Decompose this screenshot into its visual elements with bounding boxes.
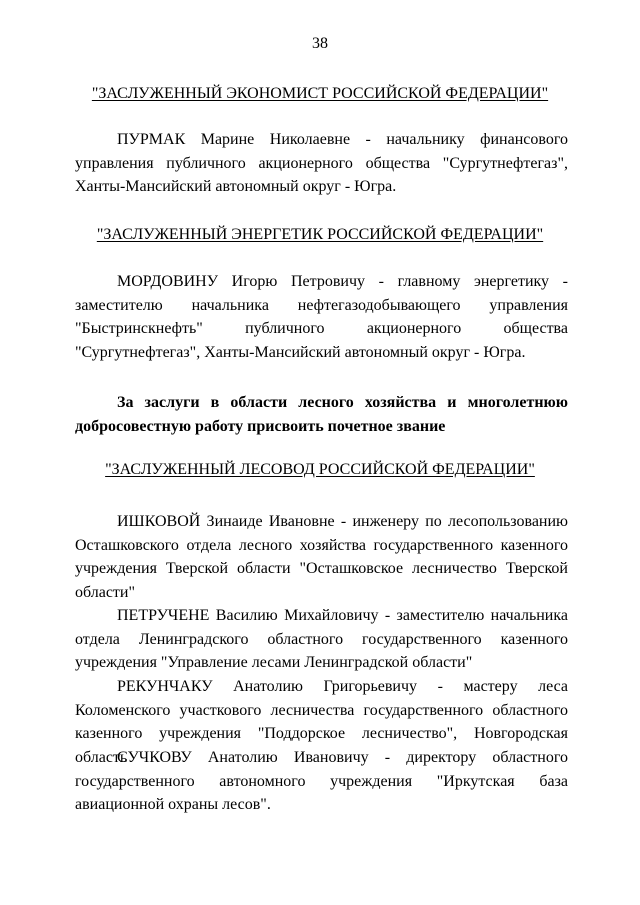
award-title-forester: "ЗАСЛУЖЕННЫЙ ЛЕСОВОД РОССИЙСКОЙ ФЕДЕРАЦИИ"	[105, 461, 535, 478]
award-entry-ishkova: ИШКОВОЙ Зинаиде Ивановне - инженеру по лесопользованию Осташковского отдела лесного хозяйства государственного казенного учреждения Тверской области "Осташковское лесничество Тверской области"	[75, 513, 568, 601]
award-entry-mordovin: МОРДОВИНУ Игорю Петровичу - главному энергетику - заместителю начальника нефтегазодобывающего управления "Быстринскнефть" публичного акционерного общества "Сургутнефтегаз", Ханты-Мансийский автономный округ - Югра.	[75, 273, 568, 361]
award-title-energetic: "ЗАСЛУЖЕННЫЙ ЭНЕРГЕТИК РОССИЙСКОЙ ФЕДЕРАЦИИ"	[96, 226, 544, 243]
award-entry-rekunchak: РЕКУНЧАКУ Анатолию Григорьевичу - мастеру леса Коломенского участкового лесничества государственного областного казенного учреждения "Поддорское лесничество", Новгородская область	[75, 678, 568, 766]
award-entry-suchkov: СУЧКОВУ Анатолию Ивановичу - директору областного государственного автономного учреждения "Иркутская база авиационной охраны лесов".	[75, 749, 568, 813]
decree-text: За заслуги в области лесного хозяйства и многолетнюю добросовестную работу присвоить почетное звание	[75, 394, 568, 435]
award-entry-purmak: ПУРМАК Марине Николаевне - начальнику финансового управления публичного акционерного общества "Сургутнефтегаз", Ханты-Мансийский автономный округ - Югра.	[75, 131, 568, 195]
award-entry-petruchene: ПЕТРУЧЕНЕ Василию Михайловичу - заместителю начальника отдела Ленинградского областного государственного казенного учреждения "Управление лесами Ленинградской области"	[75, 607, 568, 671]
award-title-economist: "ЗАСЛУЖЕННЫЙ ЭКОНОМИСТ РОССИЙСКОЙ ФЕДЕРАЦИИ"	[91, 85, 549, 102]
page-number: 38	[312, 35, 328, 52]
